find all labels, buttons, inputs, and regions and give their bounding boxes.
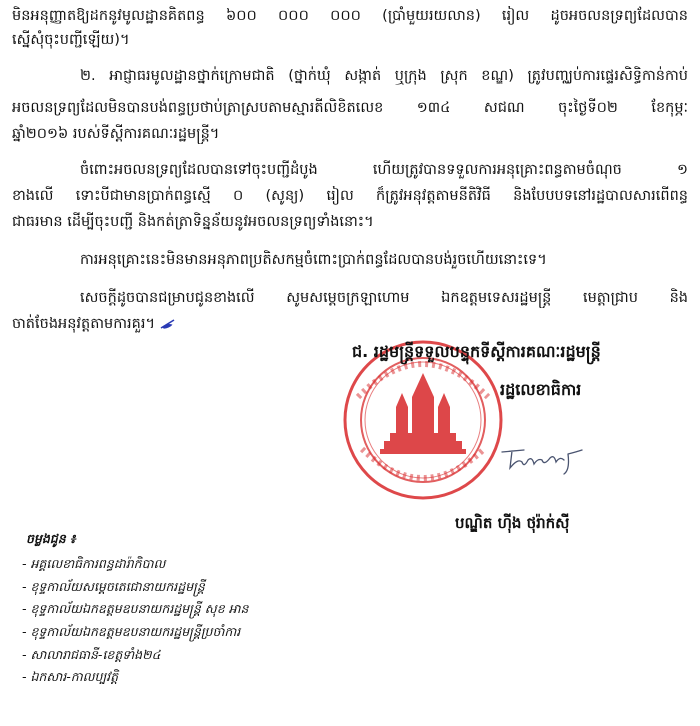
list-item: - ខុទ្ទកាល័យឯកឧត្តមឧបនាយករដ្ឋមន្ត្រីប្រចាំការ — [22, 624, 241, 640]
body-line-4: អចលនទ្រព្យដែលមិនបានបង់ពន្ធប្រថាប់ត្រាស្របតាមស្មារតីលិខិតលេខ ១៣៤ សជណ ចុះថ្ងៃទី០២ ខែកុម្ភៈ — [12, 100, 688, 116]
copies-heading: ចម្លងជូន ៖ — [26, 531, 76, 546]
list-item: - ឯកសារ-កាលប្បវត្តិ — [22, 669, 119, 685]
body-line-11 — [12, 314, 688, 334]
list-item: - ខុទ្ទកាល័យសម្តេចតេជោនាយករដ្ឋមន្ត្រី — [22, 578, 205, 594]
body-line-10: សេចក្តីដូចបានជម្រាបជូនខាងលើ សូមសម្តេចក្រឡាហោម ឯកឧត្តមទេសរដ្ឋមន្ត្រី មេត្តាជ្រាប និង — [80, 290, 688, 306]
body-line-1: មិនអនុញ្ញាតឱ្យដកនូវមូលដ្ឋានគិតពន្ធ ៦០០ ០០០ ០០០ (ប្រាំមួយរយលាន) រៀល ដូចអចលនទ្រព្យដែលបាន — [12, 8, 688, 24]
body-line-7: ខាងលើ ទោះបីជាមានប្រាក់ពន្ធស្មើ ០ (សូន្យ) រៀល ក៏ត្រូវអនុវត្តតាមនីតិវិធី និងបែបបទនៅរដ្ឋបាលសារពើពន្ធ — [12, 188, 688, 204]
handwritten-signature — [498, 440, 588, 476]
copies-list — [22, 553, 248, 689]
body-line-8: ជាធរមាន ដើម្បីចុះបញ្ជី និងកត់ត្រាទិន្នន័យនូវអចលនទ្រព្យទាំងនោះ។ — [12, 214, 374, 230]
body-line-6: ចំពោះអចលនទ្រព្យដែលបានទៅចុះបញ្ជីដំបូង ហើយត្រូវបានទទួលការអនុគ្រោះពន្ធតាមចំណុច ១ — [80, 162, 688, 178]
list-item: - សាលារាជធានី-ខេត្តទាំង២៤ — [22, 646, 161, 662]
signatory-title: ជ. រដ្ឋមន្ត្រីទទួលបន្ទុកទីស្តីការគណៈរដ្ឋមន្ត្រី — [352, 342, 601, 361]
signatory-subtitle: រដ្ឋលេខាធិការ — [500, 380, 582, 399]
body-line-2: ស្នើសុំចុះបញ្ជីឡើយ)។ — [12, 32, 130, 48]
list-item: - ខុទ្ទកាល័យឯកឧត្តមឧបនាយករដ្ឋមន្ត្រី សុខ អាន — [22, 601, 249, 617]
body-line-11-text: ចាត់ចែងអនុវត្តតាមការគួរ។ — [12, 316, 156, 332]
pen-mark-icon — [160, 319, 176, 329]
body-line-3: ២. អាជ្ញាធរមូលដ្ឋានថ្នាក់ក្រោមជាតិ (ថ្នាក់ឃុំ សង្កាត់ ឬក្រុង ស្រុក ខណ្ឌ) ត្រូវបញ្ឈប់ការផ្ទេរសិទ្ធិកាន់កាប់ — [80, 68, 688, 84]
list-item: - អគ្គលេខាធិការពន្ធដារ៉ាកិបាល — [22, 556, 166, 571]
body-line-9: ការអនុគ្រោះនេះមិនមានអនុភាពប្រតិសកម្មចំពោះប្រាក់ពន្ធដែលបានបង់រួចហើយនោះទេ។ — [80, 252, 547, 268]
body-line-5: ឆ្នាំ២០១៦ របស់ទីស្តីការគណៈរដ្ឋមន្ត្រី។ — [12, 126, 220, 142]
signatory-name: បណ្ឌិត ហ៊ីង ថុរ៉ាក់ស៊ី — [455, 514, 570, 532]
